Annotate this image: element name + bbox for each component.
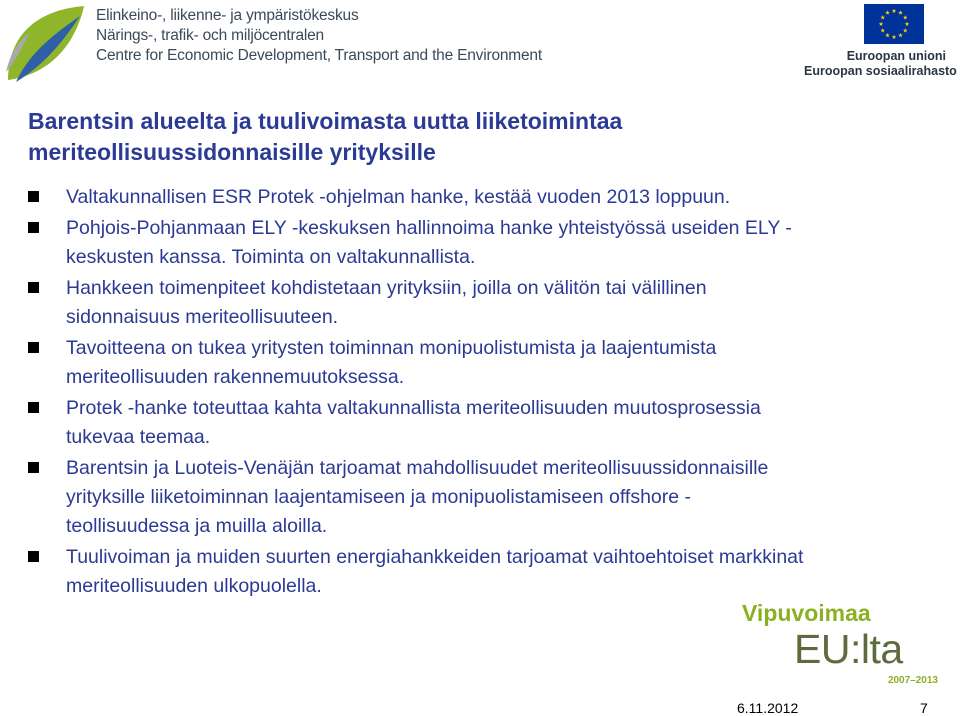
bullet-list [28, 183, 948, 603]
eu-lta-label: EU:lta [794, 626, 903, 672]
eu-flag-icon [864, 4, 924, 44]
bullet-line: Pohjois-Pohjanmaan ELY -keskuksen hallinnoima hanke yhteistyössä useiden ELY - [66, 217, 792, 239]
square-bullet-icon [28, 462, 39, 473]
footer-date: 6.11.2012 [737, 700, 799, 716]
bullet-line: Protek -hanke toteuttaa kahta valtakunnallista meriteollisuuden muutosprosessia [66, 397, 761, 419]
vipuvoimaa-eu-logo [736, 598, 946, 690]
bullet-line: Barentsin ja Luoteis-Venäjän tarjoamat mahdollisuudet meriteollisuussidonnaisille [66, 457, 769, 479]
bullet-line: meriteollisuuden ulkopuolella. [66, 575, 322, 597]
slide-title-line-1: Barentsin alueelta ja tuulivoimasta uutta liiketoimintaa [28, 108, 623, 134]
bullet-line: sidonnaisuus meriteollisuuteen. [66, 306, 339, 328]
bullet-item [28, 394, 948, 452]
eu-union-label: Euroopan unioni [846, 49, 946, 63]
agency-name-english: Centre for Economic Development, Transport and the Environment [96, 47, 542, 64]
bullet-item [28, 334, 948, 392]
bullet-line: yrityksille liiketoiminnan laajentamiseen ja monipuolistamiseen offshore - [66, 486, 692, 508]
square-bullet-icon [28, 342, 39, 353]
slide-title [28, 106, 622, 168]
agency-name-finnish: Elinkeino-, liikenne- ja ympäristökeskus [96, 7, 359, 24]
bullet-line: Valtakunnallisen ESR Protek -ohjelman hanke, kestää vuoden 2013 loppuun. [66, 186, 731, 208]
square-bullet-icon [28, 191, 39, 202]
eu-logo [804, 4, 957, 79]
square-bullet-icon [28, 282, 39, 293]
bullet-item [28, 214, 948, 272]
eu-fund-label: Euroopan sosiaalirahasto [804, 64, 957, 78]
bullet-item [28, 543, 948, 601]
bullet-item [28, 274, 948, 332]
bullet-line: keskusten kanssa. Toiminta on valtakunnallista. [66, 246, 476, 268]
bullet-line: meriteollisuuden rakennemuutoksessa. [66, 366, 405, 388]
square-bullet-icon [28, 222, 39, 233]
agency-names [96, 6, 542, 66]
slide-header [0, 0, 960, 90]
bullet-line: teollisuudessa ja muilla aloilla. [66, 515, 328, 537]
square-bullet-icon [28, 551, 39, 562]
bullet-line: tukevaa teemaa. [66, 426, 211, 448]
agency-name-swedish: Närings-, trafik- och miljöcentralen [96, 27, 324, 44]
ely-leaf-logo-icon [2, 2, 86, 86]
bullet-item [28, 454, 948, 541]
bullet-line: Tuulivoiman ja muiden suurten energiahankkeiden tarjoamat vaihtoehtoiset markkinat [66, 546, 804, 568]
vipuvoimaa-label: Vipuvoimaa [742, 600, 871, 626]
bullet-line: Hankkeen toimenpiteet kohdistetaan yrityksiin, joilla on välitön tai välillinen [66, 277, 707, 299]
page-number: 7 [920, 700, 928, 716]
bullet-item [28, 183, 948, 212]
square-bullet-icon [28, 402, 39, 413]
bullet-line: Tavoitteena on tukea yritysten toiminnan monipuolistumista ja laajentumista [66, 337, 717, 359]
program-years-label: 2007–2013 [887, 675, 938, 686]
slide-title-line-2: meriteollisuussidonnaisille yrityksille [28, 139, 436, 165]
